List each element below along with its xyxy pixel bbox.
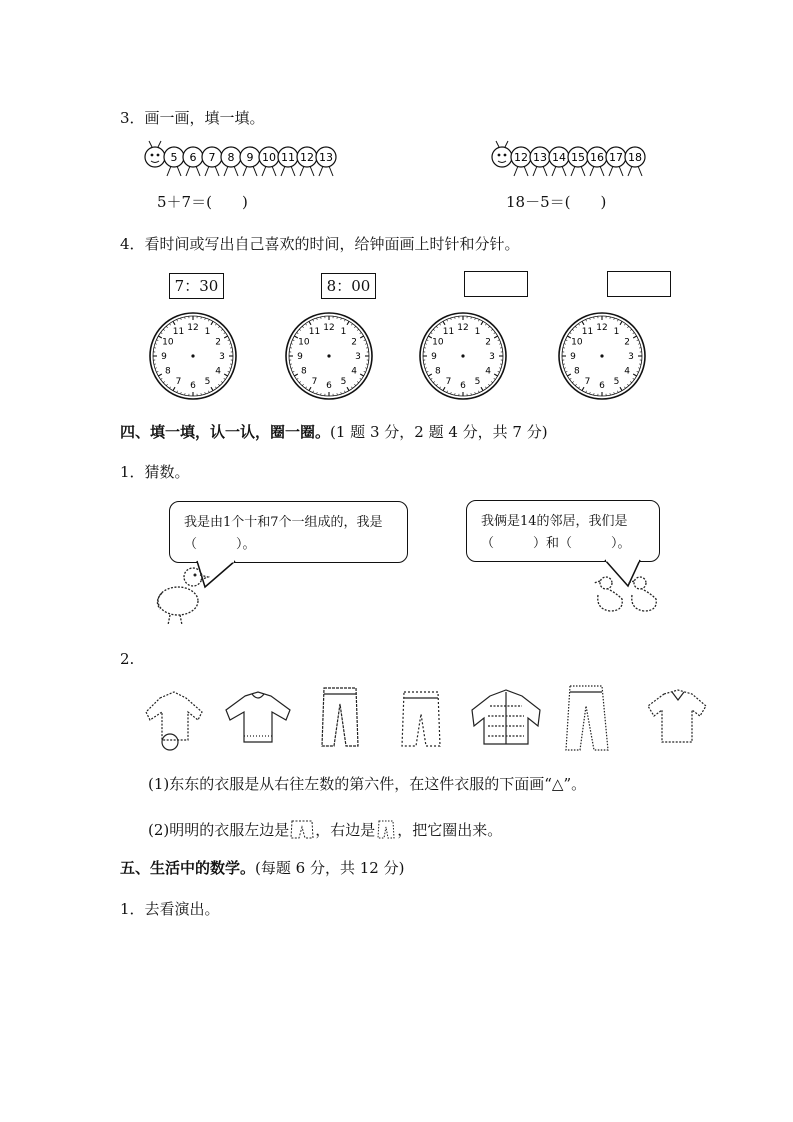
section4-title: 四、填一填，认一认，圈一圈。: [120, 423, 331, 441]
caterpillar-head: [492, 147, 512, 167]
clock-number: 6: [190, 381, 196, 391]
clock-number: 6: [460, 381, 466, 391]
equation-right: 18－5＝( ): [506, 193, 607, 211]
clock-number: 12: [457, 323, 469, 333]
section4-points: (1 题 3 分，2 题 4 分，共 7 分): [330, 423, 548, 441]
clock-face-2[interactable]: [284, 311, 374, 401]
sub2-text-c: ，把它圈出来。: [397, 821, 503, 839]
section5-q1-title: 1．去看演出。: [120, 900, 220, 918]
clock-center: [327, 354, 330, 357]
caterpillar-number: 14: [552, 151, 566, 164]
time-box-3[interactable]: [464, 271, 528, 297]
caterpillar-number: 7: [208, 151, 216, 164]
clock-number: 3: [219, 352, 225, 362]
clock-number: 1: [204, 326, 211, 337]
clock-number: 3: [628, 352, 634, 362]
clothing-trousers-light-icon[interactable]: [402, 692, 440, 746]
clock-number: 4: [215, 366, 221, 377]
clock-face-3[interactable]: [418, 311, 508, 401]
clock-face-1[interactable]: [148, 311, 238, 401]
caterpillar-number: 17: [609, 151, 623, 164]
caterpillar-number: 6: [189, 151, 197, 164]
clock-number: 8: [435, 366, 441, 377]
caterpillar-number: 12: [514, 151, 528, 164]
clothing-jacket-icon[interactable]: [472, 690, 540, 744]
caterpillar-number: 13: [319, 151, 333, 164]
clock-number: 1: [474, 326, 481, 337]
caterpillar-number: 9: [246, 151, 254, 164]
clock-number: 3: [355, 352, 361, 362]
section5-points: (每题 6 分，共 12 分): [255, 859, 405, 877]
caterpillar-number: 12: [300, 151, 314, 164]
caterpillar-number: 18: [628, 151, 642, 164]
sub2-text-a: (2)明明的衣服左边是: [148, 821, 290, 839]
trousers-small-icon-2: [375, 819, 397, 839]
clock-number: 5: [613, 377, 620, 388]
clock-number: 12: [323, 323, 335, 333]
clock-number: 2: [215, 337, 221, 348]
caterpillar-number: 13: [533, 151, 547, 164]
clock-number: 11: [308, 326, 321, 337]
clothing-coat-icon[interactable]: [146, 692, 202, 750]
clock-number: 4: [485, 366, 491, 377]
clock-number: 10: [162, 337, 174, 348]
section4-heading: [120, 421, 548, 442]
clock-number: 10: [432, 337, 444, 348]
time-box-4[interactable]: [607, 271, 671, 297]
clock-center: [191, 354, 194, 357]
clock-number: 11: [581, 326, 594, 337]
clothes-row: [140, 684, 720, 754]
caterpillar-number: 5: [170, 151, 178, 164]
caterpillar-number: 11: [281, 151, 295, 164]
caterpillar-number: 10: [262, 151, 276, 164]
clock-number: 1: [613, 326, 620, 337]
clock-number: 5: [204, 377, 211, 388]
section5-heading: [120, 857, 404, 878]
clothing-sweater-icon[interactable]: [226, 692, 290, 742]
clock-number: 2: [624, 337, 630, 348]
equation-left: 5＋7＝( ): [157, 193, 248, 211]
speech-bubble-left: 我是由1个十和7个一组成的，我是（ ）。: [169, 501, 408, 563]
section4-q1-title: 1．猜数。: [120, 463, 190, 481]
time-box-1: 7：30: [169, 273, 224, 299]
caterpillar-right: [490, 140, 675, 185]
section5-title: 五、生活中的数学。: [120, 859, 256, 877]
trousers-small-icon: [289, 819, 315, 839]
q3-title: 3．画一画，填一填。: [120, 109, 265, 127]
clock-number: 4: [624, 366, 630, 377]
clock-number: 8: [301, 366, 307, 377]
clock-number: 7: [445, 377, 452, 388]
clock-center: [461, 354, 464, 357]
section4-q2-title: 2.: [120, 650, 135, 668]
clock-number: 12: [187, 323, 199, 333]
sub2-text-b: ，右边是: [315, 821, 376, 839]
clock-number: 4: [351, 366, 357, 377]
clock-number: 8: [574, 366, 580, 377]
clock-number: 5: [340, 377, 347, 388]
section4-sub2: [148, 819, 502, 840]
clock-center: [600, 354, 603, 357]
clothing-trousers-dark-icon[interactable]: [322, 688, 358, 746]
clock-number: 6: [599, 381, 605, 391]
clock-number: 6: [326, 381, 332, 391]
ducks-illustration: [592, 573, 664, 618]
clothing-trousers-tall-icon[interactable]: [566, 686, 608, 750]
clock-number: 12: [596, 323, 608, 333]
caterpillar-number: 16: [590, 151, 604, 164]
caterpillar-head: [145, 147, 165, 167]
clock-number: 7: [584, 377, 591, 388]
clock-number: 9: [297, 352, 303, 362]
clock-number: 9: [431, 352, 437, 362]
clock-face-4[interactable]: [557, 311, 647, 401]
clock-number: 10: [571, 337, 583, 348]
caterpillar-left: [143, 140, 373, 185]
section4-sub1: (1)东东的衣服是从右往左数的第六件，在这件衣服的下面画“△”。: [148, 775, 587, 793]
speech-bubble-right: 我俩是14的邻居，我们是（ ）和（ ）。: [466, 500, 660, 562]
clock-number: 11: [172, 326, 185, 337]
clock-number: 11: [442, 326, 455, 337]
clock-number: 9: [161, 352, 167, 362]
clock-number: 3: [489, 352, 495, 362]
caterpillar-number: 8: [227, 151, 235, 164]
clothing-shirt-icon[interactable]: [648, 690, 706, 742]
clock-number: 5: [474, 377, 481, 388]
clock-number: 2: [351, 337, 357, 348]
clock-number: 10: [298, 337, 310, 348]
clock-number: 1: [340, 326, 347, 337]
chick-illustration: [150, 563, 215, 628]
clock-number: 7: [311, 377, 318, 388]
caterpillar-number: 15: [571, 151, 585, 164]
time-box-2: 8：00: [321, 273, 376, 299]
clock-number: 9: [570, 352, 576, 362]
clock-number: 8: [165, 366, 171, 377]
q4-title: 4．看时间或写出自己喜欢的时间，给钟面画上时针和分针。: [120, 235, 520, 253]
clock-number: 7: [175, 377, 182, 388]
clock-number: 2: [485, 337, 491, 348]
